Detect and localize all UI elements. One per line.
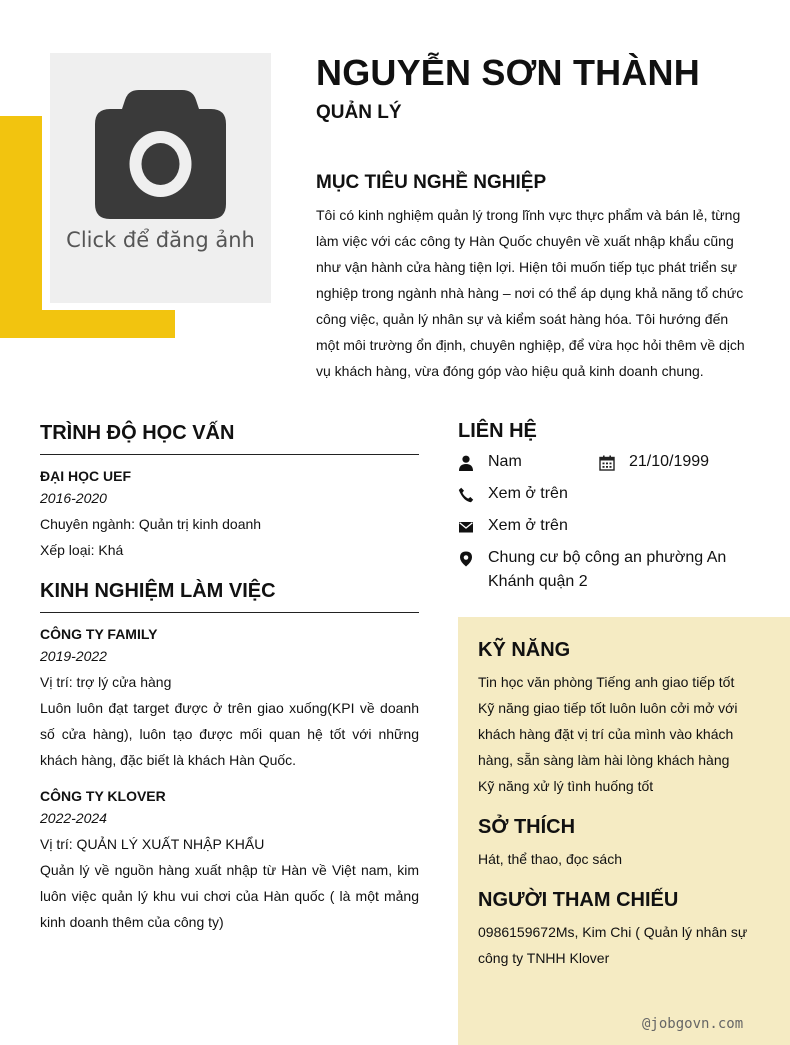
objective-title: MỤC TIÊU NGHỀ NGHIỆP xyxy=(316,172,547,193)
job-role: Vị trí: QUẢN LÝ XUẤT NHẬP KHẨU xyxy=(40,836,265,852)
skill-item: Kỹ năng giao tiếp tốt luôn luôn cởi mở với khách hàng đặt vị trí của mình vào khách hàng, sẵn sàng làm hài lòng khách hàng xyxy=(478,700,738,768)
objective-text: Tôi có kinh nghiệm quản lý trong lĩnh vực thực phẩm và bán lẻ, từng làm việc với các công ty Hàn Quốc chuyên về xuất nhập khẩu cũng như vận hành cửa hàng tiện lợi. Hiện tôi muốn tiếp tục phát triển sự nghiệp trong ngành nhà hàng – nơi có thể áp dụng khả năng tổ chức công việc, quản lý nhân sự và kiểm soát hàng hóa. Tôi hướng đến một môi trường ổn định, chuyên nghiệp, để vừa học hỏi thêm về dịch vụ khách hàng, vừa đóng góp vào hiệu quả kinh doanh chung. xyxy=(316,207,745,379)
job-period: 2019-2022 xyxy=(40,648,107,664)
references-section xyxy=(478,889,748,971)
contact-title: LIÊN HỆ xyxy=(458,420,537,442)
contact-phone xyxy=(458,482,568,506)
education-major: Chuyên ngành: Quản trị kinh doanh xyxy=(40,516,262,532)
candidate-position: QUẢN LÝ xyxy=(316,102,402,123)
education-period: 2016-2020 xyxy=(40,490,107,506)
phone-value: Xem ở trên xyxy=(488,485,568,502)
job-period: 2022-2024 xyxy=(40,810,107,826)
job-entry xyxy=(40,787,419,935)
job-role: Vị trí: trợ lý cửa hàng xyxy=(40,674,172,690)
references-text: 0986159672Ms, Kim Chi ( Quản lý nhân sự công ty TNHH Klover xyxy=(478,924,748,966)
job-company: CÔNG TY FAMILY xyxy=(40,626,158,642)
contact-gender xyxy=(458,450,522,474)
mail-icon xyxy=(458,519,474,535)
side-panel xyxy=(458,617,790,1045)
candidate-name: NGUYỄN SƠN THÀNH xyxy=(316,52,700,93)
person-icon xyxy=(458,455,474,471)
dob-value: 21/10/1999 xyxy=(629,453,710,470)
references-title: NGƯỜI THAM CHIẾU xyxy=(478,889,679,911)
education-title: TRÌNH ĐỘ HỌC VẤN xyxy=(40,422,235,444)
skills-title: KỸ NĂNG xyxy=(478,639,571,661)
hobbies-title: SỞ THÍCH xyxy=(478,816,576,838)
skills-section xyxy=(478,639,748,799)
job-description: Quản lý về nguồn hàng xuất nhập từ Hàn về Việt nam, kim luôn việc quản lý khu vui chơi của Hàn quốc ( là một mảng kinh doanh thêm của công ty) xyxy=(40,862,419,930)
contact-address xyxy=(458,546,748,594)
camera-icon xyxy=(95,90,226,219)
email-value: Xem ở trên xyxy=(488,517,568,534)
watermark: @jobgovn.com xyxy=(642,1016,744,1032)
address-value: Chung cư bộ công an phường An Khánh quận 2 xyxy=(488,549,727,590)
calendar-icon xyxy=(599,455,615,471)
job-description: Luôn luôn đạt target được ở trên giao xuống(KPI về doanh số cửa hàng), luôn tạo được mối quan hệ tốt với những khách hàng, đặc biết là khách Hàn Quốc. xyxy=(40,700,419,768)
skill-item: Tin học văn phòng Tiếng anh giao tiếp tốt xyxy=(478,674,735,690)
job-entry xyxy=(40,625,419,773)
education-grade: Xếp loại: Khá xyxy=(40,542,124,558)
contact-dob xyxy=(599,450,709,474)
phone-icon xyxy=(458,487,474,503)
experience-title: KINH NGHIỆM LÀM VIỆC xyxy=(40,580,276,602)
contact-email xyxy=(458,514,568,538)
photo-upload-area[interactable] xyxy=(50,53,271,303)
photo-caption: Click để đăng ảnh xyxy=(66,228,255,252)
gender-value: Nam xyxy=(488,453,522,470)
section-divider xyxy=(40,612,419,613)
experience-section xyxy=(40,580,419,935)
school-name: ĐẠI HỌC UEF xyxy=(40,468,131,484)
location-pin-icon xyxy=(458,551,474,567)
hobbies-text: Hát, thể thao, đọc sách xyxy=(478,851,622,867)
section-divider xyxy=(40,454,419,455)
hobbies-section xyxy=(478,816,748,872)
education-section xyxy=(40,422,419,563)
skill-item: Kỹ năng xử lý tình huống tốt xyxy=(478,778,654,794)
job-company: CÔNG TY KLOVER xyxy=(40,788,166,804)
